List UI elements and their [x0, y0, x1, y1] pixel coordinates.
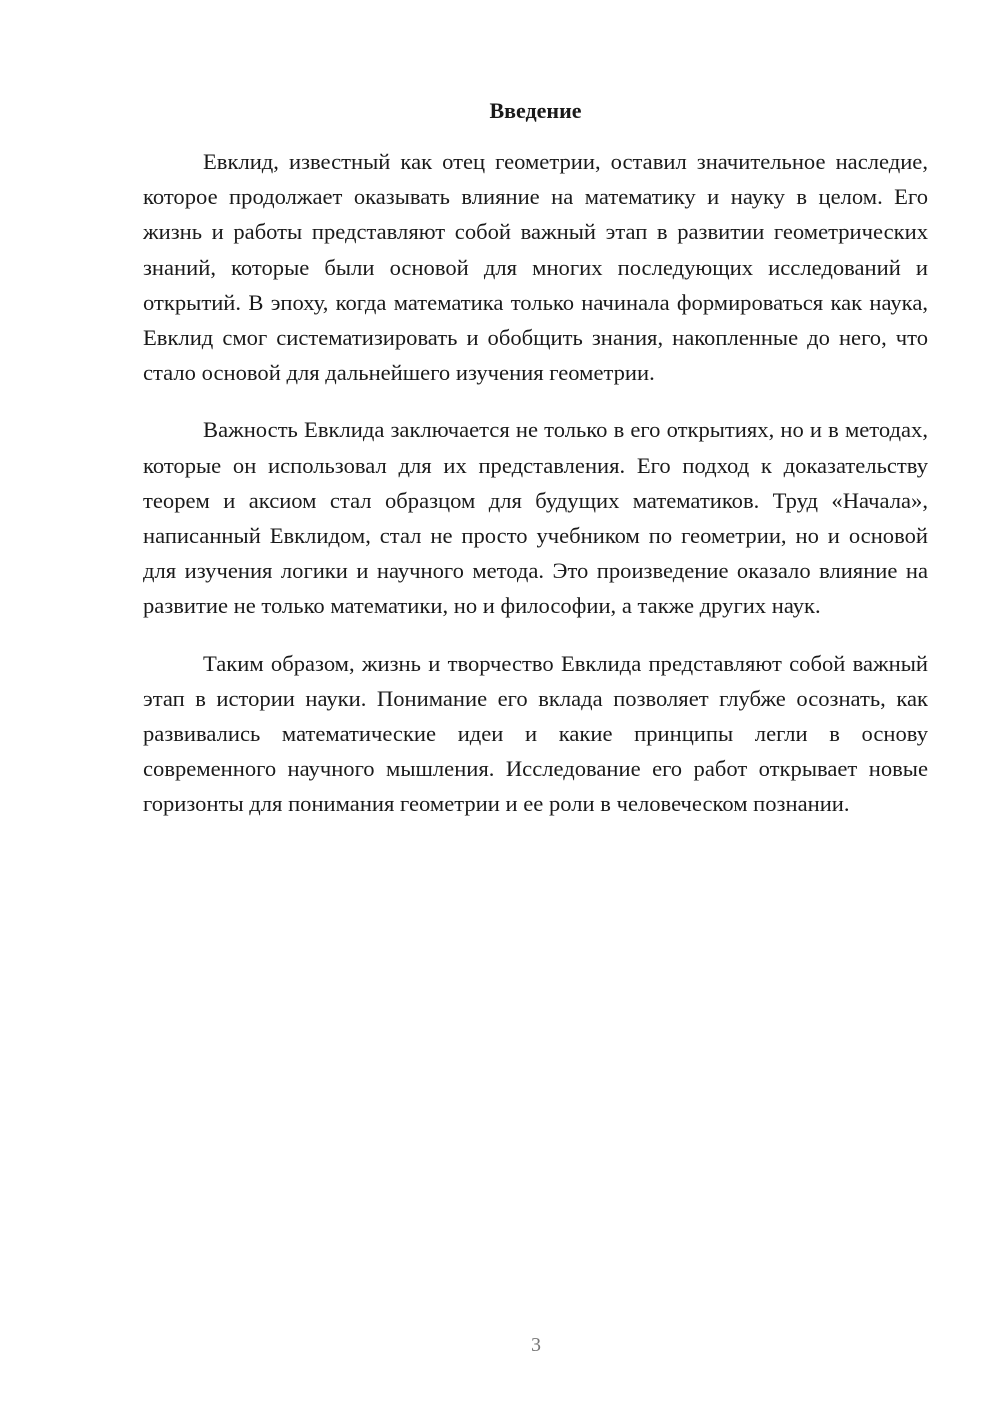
section-heading: Введение — [489, 98, 582, 123]
page-content — [143, 96, 928, 844]
paragraph-2: Важность Евклида заключается не только в его открытиях, но и в методах, которые он использовал для их представления. Его подход к доказательству теорем и аксиом стал образцом для будущих математиков. Труд «Начала», написанный Евклидом, стал не просто учебником по геометрии, но и основой для изучения логики и научного метода. Это произведение оказало влияние на развитие не только математики, но и философии, а также других наук. — [143, 417, 928, 619]
paragraph-1: Евклид, известный как отец геометрии, оставил значительное наследие, которое продолжает оказывать влияние на математику и науку в целом. Его жизнь и работы представляют собой важный этап в развитии геометрических знаний, которые были основой для многих последующих исследований и открытий. В эпоху, когда математика только начинала формироваться как наука, Евклид смог систематизировать и обобщить знания, накопленные до него, что стало основой для дальнейшего изучения геометрии. — [143, 149, 928, 386]
page-number: 3 — [531, 1334, 541, 1356]
paragraph-3: Таким образом, жизнь и творчество Евклида представляют собой важный этап в истории науки. Понимание его вклада позволяет глубже осознать, как развивались математические идеи и какие принципы легли в основу современного научного мышления. Исследование его работ открывает новые горизонты для понимания геометрии и ее роли в человеческом познании. — [143, 650, 928, 817]
